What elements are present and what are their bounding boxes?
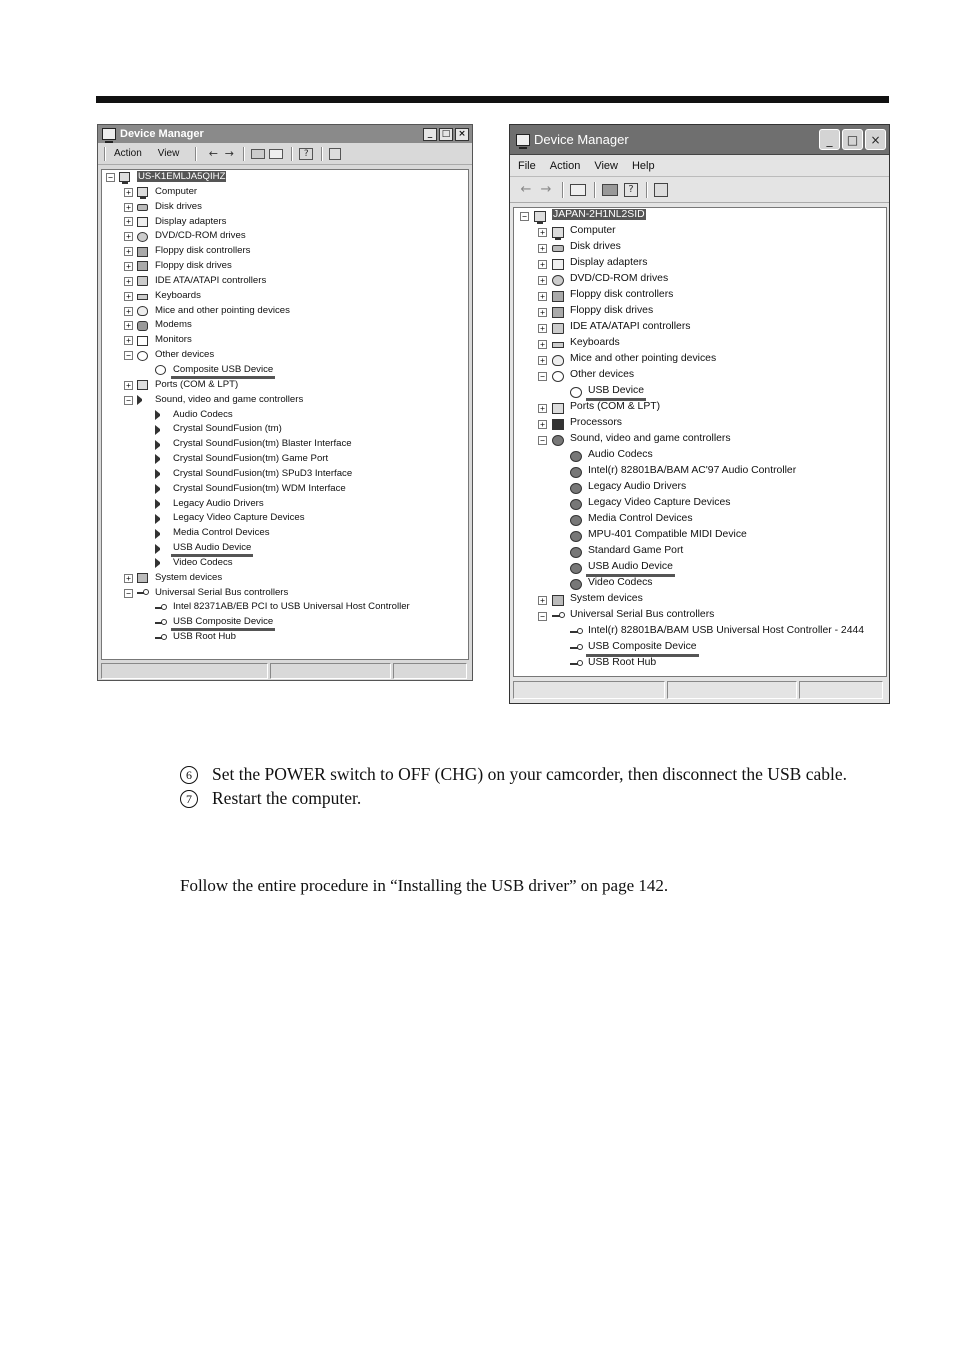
menu-action[interactable]: Action bbox=[549, 159, 581, 172]
tree-item-label: Legacy Audio Drivers bbox=[588, 481, 687, 492]
expand-icon[interactable]: + bbox=[124, 232, 133, 241]
audio-xp-icon bbox=[570, 499, 582, 510]
instruction-steps bbox=[180, 762, 880, 810]
tree-item-label: Standard Game Port bbox=[588, 545, 684, 556]
tree-item[interactable] bbox=[514, 304, 886, 320]
scan-icon[interactable] bbox=[654, 183, 668, 197]
tree-item[interactable] bbox=[102, 615, 468, 630]
tree-item[interactable] bbox=[514, 656, 886, 672]
tree-item-label: Keyboards bbox=[570, 337, 620, 348]
keyboard-icon bbox=[552, 342, 564, 348]
collapse-icon[interactable]: − bbox=[538, 372, 547, 381]
expand-icon[interactable]: + bbox=[538, 244, 547, 253]
tree-item-label: Media Control Devices bbox=[588, 513, 693, 524]
expand-icon[interactable]: + bbox=[538, 228, 547, 237]
tree-item-label: Display adapters bbox=[155, 215, 227, 227]
tree-item[interactable] bbox=[102, 630, 468, 645]
tree-item[interactable] bbox=[514, 224, 886, 240]
sound-icon bbox=[137, 395, 148, 405]
device-manager-window-left bbox=[97, 124, 473, 681]
tree-item[interactable] bbox=[514, 272, 886, 288]
audio-xp-icon bbox=[570, 467, 582, 478]
tree-item-label: Disk drives bbox=[155, 200, 202, 212]
tree-item[interactable] bbox=[102, 497, 468, 512]
tree-item-label: USB Device bbox=[588, 385, 645, 396]
status-bar bbox=[101, 663, 469, 679]
audio-xp-icon bbox=[570, 563, 582, 574]
sound-icon bbox=[155, 425, 166, 435]
tree-item[interactable] bbox=[514, 288, 886, 304]
collapse-icon[interactable]: − bbox=[124, 589, 133, 598]
sound-icon bbox=[155, 514, 166, 524]
expand-icon[interactable]: + bbox=[124, 203, 133, 212]
tree-item-label: Intel(r) 82801BA/BAM AC'97 Audio Controller bbox=[588, 465, 797, 476]
tree-item[interactable] bbox=[514, 560, 886, 576]
usb-icon bbox=[137, 592, 148, 594]
floppy-icon bbox=[137, 247, 148, 257]
tree-item[interactable] bbox=[102, 363, 468, 378]
tree-item-label: Computer bbox=[570, 225, 616, 236]
separator bbox=[104, 147, 106, 161]
collapse-icon[interactable]: − bbox=[520, 212, 529, 221]
computer-icon bbox=[534, 211, 546, 222]
unknown-icon bbox=[552, 371, 564, 382]
tree-item[interactable] bbox=[514, 544, 886, 560]
tree-item[interactable] bbox=[102, 229, 468, 244]
tree-item-label: USB Root Hub bbox=[588, 657, 657, 668]
modem-icon bbox=[137, 321, 148, 331]
tree-item-label: Crystal SoundFusion(tm) WDM Interface bbox=[173, 482, 346, 494]
tree-item-label: Legacy Video Capture Devices bbox=[588, 497, 731, 508]
monitor-icon bbox=[137, 336, 148, 346]
maximize-button[interactable]: □ bbox=[439, 128, 453, 141]
disk-icon bbox=[137, 204, 148, 211]
tree-item[interactable] bbox=[102, 304, 468, 319]
tree-item-label: Mice and other pointing devices bbox=[570, 353, 717, 364]
unknown-icon bbox=[155, 365, 166, 375]
audio-xp-icon bbox=[570, 531, 582, 542]
expand-icon[interactable]: + bbox=[538, 324, 547, 333]
usb-icon bbox=[155, 637, 166, 639]
tree-item[interactable] bbox=[102, 482, 468, 497]
tree-item[interactable] bbox=[102, 200, 468, 215]
follow-procedure-text: Follow the entire procedure in “Installing the USB driver” on page 142. bbox=[180, 876, 669, 895]
tree-item-label: Ports (COM & LPT) bbox=[155, 378, 239, 390]
status-cell bbox=[101, 663, 268, 679]
tree-item[interactable] bbox=[102, 571, 468, 586]
tree-item-label: USB Composite Device bbox=[588, 641, 697, 652]
tree-item-label: USB Composite Device bbox=[173, 616, 274, 628]
tree-item[interactable] bbox=[514, 640, 886, 656]
menu-file[interactable]: File bbox=[518, 159, 536, 172]
tree-item[interactable] bbox=[102, 586, 468, 601]
usb-icon bbox=[155, 607, 166, 609]
collapse-icon[interactable]: − bbox=[124, 351, 133, 360]
tree-item-label: IDE ATA/ATAPI controllers bbox=[570, 321, 691, 332]
tree-item-label: Processors bbox=[570, 417, 622, 428]
usb-icon bbox=[570, 631, 582, 633]
step-text: Restart the computer. bbox=[212, 788, 362, 808]
unknown-icon bbox=[137, 351, 148, 361]
step-item bbox=[180, 762, 880, 786]
tree-item[interactable] bbox=[514, 416, 886, 432]
tree-item[interactable] bbox=[102, 348, 468, 363]
tree-item[interactable] bbox=[102, 422, 468, 437]
ports-icon bbox=[137, 380, 148, 390]
tree-item-label: Sound, video and game controllers bbox=[570, 433, 731, 444]
tree-item-label: Floppy disk controllers bbox=[570, 289, 674, 300]
tree-item[interactable] bbox=[514, 352, 886, 368]
floppy-icon bbox=[552, 291, 564, 302]
tree-item[interactable] bbox=[514, 336, 886, 352]
expand-icon[interactable]: + bbox=[538, 404, 547, 413]
tree-item-label: Mice and other pointing devices bbox=[155, 304, 290, 316]
folder-icon[interactable] bbox=[251, 149, 265, 159]
tree-item[interactable] bbox=[514, 384, 886, 400]
audio-xp-icon bbox=[570, 515, 582, 526]
separator bbox=[243, 147, 245, 161]
mouse-icon bbox=[552, 355, 564, 366]
system-icon bbox=[137, 573, 148, 583]
window-title: Device Manager bbox=[120, 128, 204, 140]
expand-icon[interactable]: + bbox=[538, 292, 547, 301]
device-manager-icon bbox=[102, 128, 116, 140]
tree-item[interactable] bbox=[102, 259, 468, 274]
properties-icon[interactable] bbox=[570, 184, 586, 196]
device-tree bbox=[513, 207, 887, 677]
expand-icon[interactable]: + bbox=[538, 260, 547, 269]
status-bar bbox=[513, 681, 887, 699]
sound-icon bbox=[155, 558, 166, 568]
tree-item[interactable] bbox=[102, 511, 468, 526]
expand-icon[interactable]: + bbox=[124, 381, 133, 390]
tree-item-label: Audio Codecs bbox=[173, 408, 233, 420]
tree-item[interactable] bbox=[514, 432, 886, 448]
tree-item-label: System devices bbox=[570, 593, 643, 604]
separator bbox=[321, 147, 323, 161]
expand-icon[interactable]: + bbox=[124, 307, 133, 316]
tree-item-label: Video Codecs bbox=[173, 556, 233, 568]
unknown-icon bbox=[570, 387, 582, 398]
tree-item[interactable] bbox=[102, 437, 468, 452]
sound-icon bbox=[155, 544, 166, 554]
close-button[interactable]: × bbox=[455, 128, 469, 141]
properties-icon[interactable] bbox=[269, 149, 283, 159]
tree-item-label: DVD/CD-ROM drives bbox=[570, 273, 669, 284]
maximize-button[interactable]: □ bbox=[842, 129, 863, 150]
tree-item[interactable] bbox=[514, 624, 886, 640]
title-bar[interactable] bbox=[510, 125, 889, 155]
keyboard-icon bbox=[137, 294, 148, 300]
tree-item-label: USB Audio Device bbox=[173, 542, 252, 554]
separator bbox=[562, 182, 564, 198]
tree-item[interactable] bbox=[102, 541, 468, 556]
tree-item[interactable] bbox=[102, 333, 468, 348]
tree-item[interactable] bbox=[102, 378, 468, 393]
expand-icon[interactable]: + bbox=[124, 292, 133, 301]
tree-item[interactable] bbox=[514, 528, 886, 544]
system-icon bbox=[552, 595, 564, 606]
computer-icon bbox=[119, 172, 130, 182]
sound-icon bbox=[155, 440, 166, 450]
tree-item[interactable] bbox=[514, 512, 886, 528]
expand-icon[interactable]: + bbox=[538, 420, 547, 429]
tree-item[interactable] bbox=[102, 600, 468, 615]
usb-icon bbox=[155, 622, 166, 624]
expand-icon[interactable]: + bbox=[538, 356, 547, 365]
tree-item[interactable] bbox=[514, 496, 886, 512]
menu-help[interactable]: Help bbox=[631, 159, 655, 172]
tree-item[interactable] bbox=[102, 408, 468, 423]
usb-icon bbox=[570, 647, 582, 649]
menu-toolbar bbox=[98, 143, 472, 165]
tree-item-label: Ports (COM & LPT) bbox=[570, 401, 661, 412]
sound-icon bbox=[155, 499, 166, 509]
step-text: Set the POWER switch to OFF (CHG) on your camcorder, then disconnect the USB cable. bbox=[212, 764, 848, 784]
audio-xp-icon bbox=[570, 451, 582, 462]
expand-icon[interactable]: + bbox=[124, 217, 133, 226]
tree-item-label: IDE ATA/ATAPI controllers bbox=[155, 274, 267, 286]
tree-item-label: Composite USB Device bbox=[173, 363, 274, 375]
help-icon[interactable]: ? bbox=[299, 148, 313, 160]
tree-item-label: Other devices bbox=[155, 349, 215, 361]
tree-item-label: DVD/CD-ROM drives bbox=[155, 230, 246, 242]
tree-item[interactable] bbox=[102, 467, 468, 482]
expand-icon[interactable]: + bbox=[124, 247, 133, 256]
device-manager-icon bbox=[516, 134, 530, 146]
menu-action[interactable]: Action bbox=[114, 148, 142, 159]
separator bbox=[291, 147, 293, 161]
sound-icon bbox=[155, 469, 166, 479]
status-cell bbox=[393, 663, 467, 679]
toolbar bbox=[510, 177, 889, 203]
tree-item-label: Universal Serial Bus controllers bbox=[155, 586, 289, 598]
floppy-icon bbox=[137, 261, 148, 271]
tree-item-label: Floppy disk controllers bbox=[155, 245, 251, 257]
ports-icon bbox=[552, 403, 564, 414]
display-icon bbox=[552, 259, 564, 270]
expand-icon[interactable]: + bbox=[124, 262, 133, 271]
expand-icon[interactable]: + bbox=[538, 308, 547, 317]
step-item bbox=[180, 786, 880, 810]
expand-icon[interactable]: + bbox=[538, 276, 547, 285]
tree-item-label: System devices bbox=[155, 571, 223, 583]
tree-item-label: Legacy Video Capture Devices bbox=[173, 512, 305, 524]
proc-icon bbox=[552, 419, 564, 430]
tree-item[interactable] bbox=[514, 368, 886, 384]
expand-icon[interactable]: + bbox=[538, 340, 547, 349]
back-arrow-icon[interactable]: ← bbox=[208, 147, 218, 160]
menu-bar bbox=[510, 155, 889, 177]
expand-icon[interactable]: + bbox=[124, 321, 133, 330]
tree-item-label: Crystal SoundFusion(tm) SPuD3 Interface bbox=[173, 467, 353, 479]
tree-item[interactable] bbox=[102, 289, 468, 304]
expand-icon[interactable]: + bbox=[124, 574, 133, 583]
forward-arrow-icon[interactable]: → bbox=[540, 182, 552, 197]
minimize-button[interactable]: _ bbox=[819, 129, 840, 150]
tree-item-label: Disk drives bbox=[570, 241, 621, 252]
computer-icon bbox=[137, 187, 148, 197]
tree-item-label: Video Codecs bbox=[588, 577, 653, 588]
menu-view[interactable]: View bbox=[157, 148, 180, 159]
tree-item-label: MPU-401 Compatible MIDI Device bbox=[588, 529, 747, 540]
tree-item-label: USB Root Hub bbox=[173, 631, 236, 643]
tree-item-label: Monitors bbox=[155, 334, 192, 346]
tree-item-label: Modems bbox=[155, 319, 192, 331]
tree-item-label: Computer bbox=[155, 185, 198, 197]
tree-item[interactable] bbox=[102, 185, 468, 200]
floppy-icon bbox=[552, 307, 564, 318]
step-number: 7 bbox=[180, 786, 212, 810]
sound-icon bbox=[155, 529, 166, 539]
tree-item-label: Audio Codecs bbox=[588, 449, 653, 460]
tree-item[interactable] bbox=[514, 240, 886, 256]
tree-item[interactable] bbox=[514, 576, 886, 592]
tree-item-label: Intel(r) 82801BA/BAM USB Universal Host Controller - 2444 bbox=[588, 625, 865, 636]
tree-item[interactable] bbox=[102, 274, 468, 289]
collapse-icon[interactable]: − bbox=[538, 436, 547, 445]
collapse-icon[interactable]: − bbox=[124, 396, 133, 405]
tree-item[interactable] bbox=[514, 208, 886, 224]
tree-item-label: Media Control Devices bbox=[173, 527, 270, 539]
tree-item[interactable] bbox=[102, 215, 468, 230]
step-number: 6 bbox=[180, 762, 212, 786]
menu-view[interactable]: View bbox=[594, 159, 618, 172]
minimize-button[interactable]: _ bbox=[423, 128, 437, 141]
audio-xp-icon bbox=[570, 547, 582, 558]
computer-icon bbox=[552, 227, 564, 238]
tree-item-label: JAPAN-2H1NL2SID bbox=[553, 209, 645, 220]
title-bar[interactable] bbox=[98, 125, 472, 143]
tree-item-label: Display adapters bbox=[570, 257, 648, 268]
ide-icon bbox=[552, 323, 564, 334]
help-icon[interactable]: ? bbox=[624, 183, 638, 197]
device-manager-window-right bbox=[509, 124, 890, 704]
tree-item-label: Floppy disk drives bbox=[155, 260, 232, 272]
tree-item-label: Legacy Audio Drivers bbox=[173, 497, 264, 509]
tree-item-label: Keyboards bbox=[155, 289, 201, 301]
tree-item-label: Universal Serial Bus controllers bbox=[570, 609, 715, 620]
tree-item-label: Crystal SoundFusion(tm) Blaster Interface bbox=[173, 438, 352, 450]
separator bbox=[195, 147, 197, 161]
status-cell bbox=[270, 663, 392, 679]
expand-icon[interactable]: + bbox=[124, 336, 133, 345]
status-cell bbox=[799, 681, 883, 699]
close-button[interactable]: × bbox=[865, 129, 886, 150]
tree-item[interactable] bbox=[514, 400, 886, 416]
tree-item[interactable] bbox=[514, 464, 886, 480]
tree-item[interactable] bbox=[102, 526, 468, 541]
tree-item[interactable] bbox=[514, 320, 886, 336]
ide-icon bbox=[137, 276, 148, 286]
top-rule bbox=[96, 96, 889, 103]
status-cell bbox=[667, 681, 797, 699]
tree-item-label: USB Audio Device bbox=[588, 561, 673, 572]
back-arrow-icon[interactable]: ← bbox=[520, 182, 532, 197]
usb-icon bbox=[552, 615, 564, 617]
tree-item[interactable] bbox=[102, 170, 468, 185]
dvd-icon bbox=[137, 232, 148, 242]
sound-icon bbox=[155, 454, 166, 464]
tree-item[interactable] bbox=[102, 318, 468, 333]
device-tree bbox=[101, 169, 469, 660]
tree-item-label: Floppy disk drives bbox=[570, 305, 654, 316]
tree-item-label: Intel 82371AB/EB PCI to USB Universal Host Controller bbox=[173, 601, 410, 613]
tree-item[interactable] bbox=[514, 480, 886, 496]
audio-xp-icon bbox=[552, 435, 564, 446]
sound-icon bbox=[155, 410, 166, 420]
status-cell bbox=[513, 681, 665, 699]
separator bbox=[594, 182, 596, 198]
expand-icon[interactable]: + bbox=[124, 277, 133, 286]
scan-icon[interactable] bbox=[329, 148, 341, 160]
tree-item[interactable] bbox=[514, 608, 886, 624]
tree-item[interactable] bbox=[102, 393, 468, 408]
collapse-icon[interactable]: − bbox=[106, 173, 115, 182]
dvd-icon bbox=[552, 275, 564, 286]
tree-item[interactable] bbox=[514, 592, 886, 608]
collapse-icon[interactable]: − bbox=[538, 612, 547, 621]
tree-item-label: US-K1EMLJA5QIHZ bbox=[138, 171, 226, 182]
separator bbox=[646, 182, 648, 198]
expand-icon[interactable]: + bbox=[124, 188, 133, 197]
mouse-icon bbox=[137, 306, 148, 316]
tree-item-label: Other devices bbox=[570, 369, 635, 380]
sound-icon bbox=[155, 484, 166, 494]
tree-item[interactable] bbox=[514, 448, 886, 464]
disk-icon bbox=[552, 245, 564, 252]
expand-icon[interactable]: + bbox=[538, 596, 547, 605]
display-icon bbox=[137, 217, 148, 227]
tree-item-label: Sound, video and game controllers bbox=[155, 393, 304, 405]
tree-item-label: Crystal SoundFusion (tm) bbox=[173, 423, 282, 435]
tree-item[interactable] bbox=[514, 256, 886, 272]
audio-xp-icon bbox=[570, 579, 582, 590]
print-icon[interactable] bbox=[602, 184, 618, 196]
audio-xp-icon bbox=[570, 483, 582, 494]
forward-arrow-icon[interactable]: → bbox=[224, 147, 234, 160]
tree-item[interactable] bbox=[102, 452, 468, 467]
tree-item[interactable] bbox=[102, 244, 468, 259]
tree-item-label: Crystal SoundFusion(tm) Game Port bbox=[173, 453, 329, 465]
window-title: Device Manager bbox=[534, 132, 629, 147]
tree-item[interactable] bbox=[102, 556, 468, 571]
usb-icon bbox=[570, 663, 582, 665]
